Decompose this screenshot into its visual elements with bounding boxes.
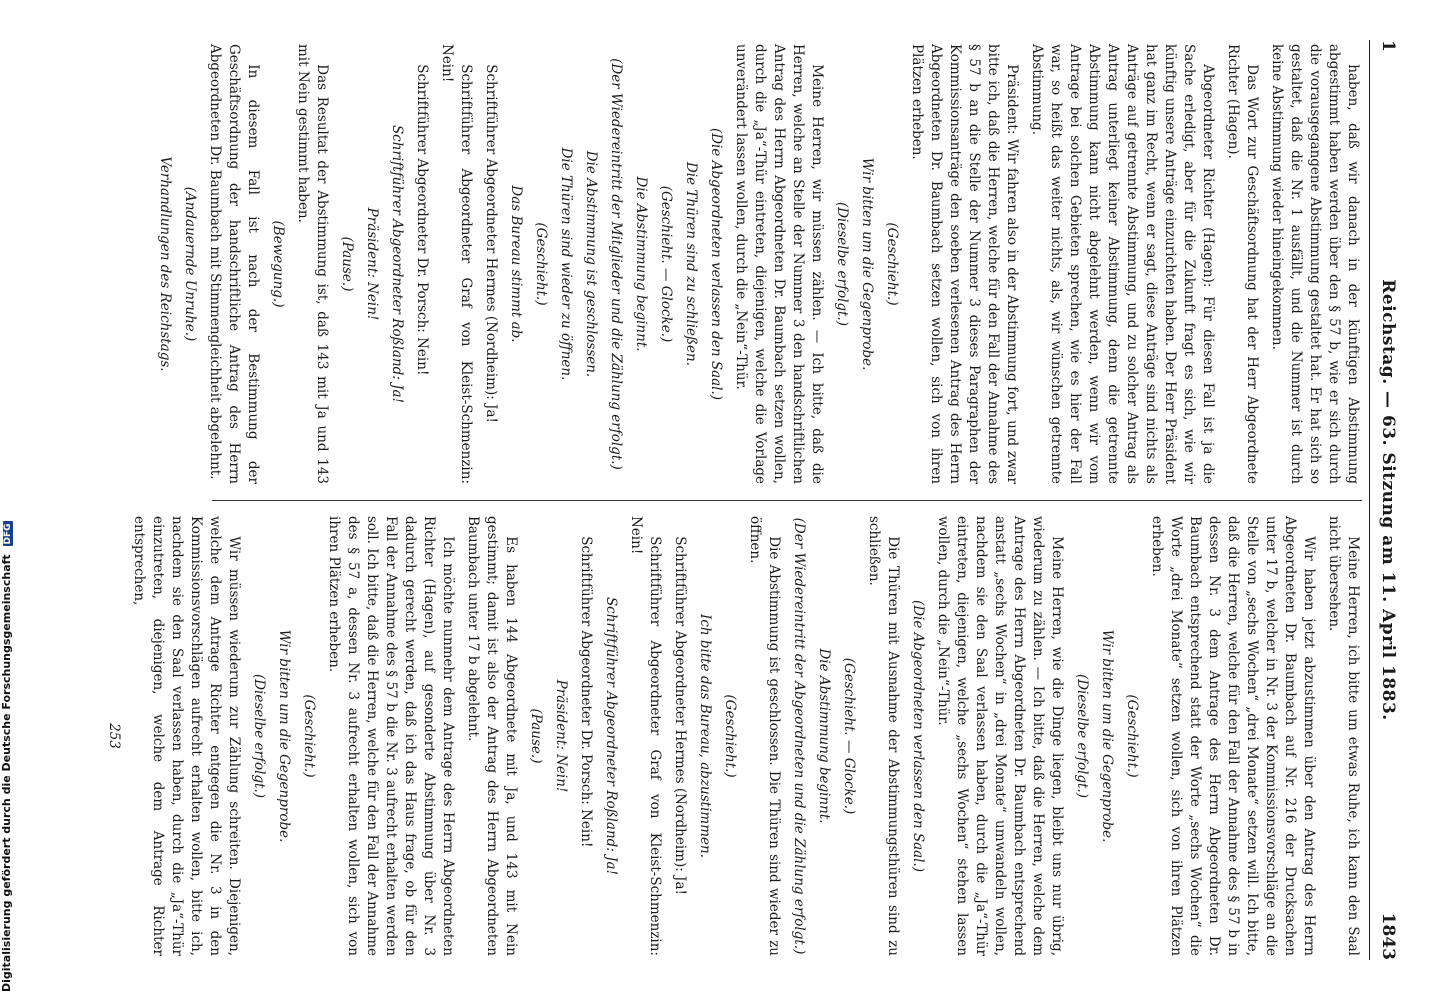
left-paragraph: (Dieselbe erfolgt.): [834, 201, 850, 327]
right-paragraph: Die Abstimmung beginnt.: [816, 648, 832, 824]
left-paragraph: Wir bitten um die Gegenprobe.: [859, 157, 875, 371]
right-paragraph: Die Abstimmung ist geschlossen. Die Thüren sind wieder zu öffnen.: [747, 516, 782, 956]
left-paragraph: Präsident: Wir fahren also in der Abstimmung fort, und zwar bitte ich, daß die Herren, welche für den Fall der Annahme des § 57 b an die Stelle der Nummer 3 dieses Paragraphen der Kommissionsanträge den soeben verlesenen Antrag des Herrn Abgeordneten Dr. Baumbach setzen wollen, sich von ihren Plätzen erheben.: [909, 44, 1020, 484]
left-paragraph: (Andauernde Unruhe.): [182, 186, 198, 342]
left-paragraph: Abgeordneter Richter (Hagen): Für diesen Fall ist ja die Sache erledigt, aber für die Zukunft fragt es sich, wie wir künftig unsere Anträge einzurichten haben. Der Herr Präsident hat ganz im Recht, wenn er sagt, diese Anträge sind nichts als Anträge auf getrennte Abstimmung, und zu solcher Antrag als Antrag unterliegt keiner Abstimmung, denn die getrennte Abstimmung kann nicht abgelehnt werden, wenn wir vom Antrage bei solchen Gebieten sprechen, wie es hier der Fall war, so heißt das weiter nichts, als, wir wünschen getrennte Abstimmung.: [1029, 44, 1216, 484]
left-paragraph: Schriftführer Abgeordneter Dr. Porsch: Nein!: [414, 64, 430, 376]
right-paragraph: Es haben 144 Abgeordnete mit Ja, und 143 mit Nein gestimmt; damit ist also der Antrag des Herrn Abgeordneten Baumbach unter 17 b abgelehnt.: [465, 516, 519, 956]
left-paragraph: (Bewegung.): [270, 220, 286, 308]
left-paragraph: haben, daß wir danach in der künftigen Abstimmung abgestimmt haben werden über den § 57 b, wie er sich durch die vorausgegangene Abstimmung gestaltet hat. Er hat sich so gestaltet, daß die Nr. 1 ausfällt, und die Nummer ist durch keine Abstimmung wieder hineingekommen.: [1269, 44, 1361, 484]
left-paragraph: Schriftführer Abgeordneter Graf von Kleist-Schmenzin: Nein!: [439, 44, 474, 484]
left-paragraph: (Pause.): [339, 236, 355, 292]
right-paragraph: (Dieselbe erfolgt.): [1074, 673, 1090, 799]
right-paragraph: Präsident: Nein!: [553, 679, 569, 793]
right-paragraph: Die Thüren mit Ausnahme der Abstimmungsthüren sind zu schließen.: [866, 516, 901, 956]
left-paragraph: Die Abstimmung beginnt.: [633, 176, 649, 352]
dfg-logo: DFG: [3, 523, 13, 545]
right-paragraph: (Geschieht.): [301, 694, 317, 778]
left-paragraph: Schriftführer Abgeordneter Hermes (Nordheim): Ja!: [483, 64, 499, 423]
left-column: [149, 44, 1362, 484]
right-paragraph: Schriftführer Abgeordneter Hermes (Nordheim): Ja!: [672, 536, 688, 895]
right-paragraph: (Der Wiedereintritt der Abgeordneten und die Zählung erfolgt.): [791, 517, 807, 955]
right-paragraph: Ich bitte das Bureau, abzustimmen.: [697, 613, 713, 858]
right-paragraph: (Die Abgeordneten verlassen den Saal.): [910, 599, 926, 873]
left-paragraph: (Geschieht.): [884, 222, 900, 306]
right-column: [98, 516, 1362, 956]
left-paragraph: (Geschieht.): [533, 222, 549, 306]
right-paragraph: Wir bitten um die Gegenprobe.: [276, 629, 292, 843]
left-paragraph: Das Wort zur Geschäftsordnung hat der Herr Abgeordnete Richter (Hagen).: [1225, 44, 1260, 484]
right-paragraph: Wir bitten um die Gegenprobe.: [1099, 629, 1115, 843]
left-paragraph: Die Abstimmung ist geschlossen.: [583, 150, 599, 378]
left-paragraph: Die Thüren sind zu schließen.: [683, 161, 699, 367]
left-paragraph: Meine Herren, wir müssen zählen. — Ich bitte, daß die Herren, welche an Stelle der Nummer 3 den handschriftlichen Antrag des Herrn Abgeordneten Dr. Baumbach setzen wollen, durch die „Ja“-Thür eintreten, diejenigen, welche die Vorlage unverändert lassen wollen, durch die „Nein“-Thür.: [733, 44, 825, 484]
right-paragraph: (Pause.): [528, 708, 544, 764]
right-paragraph: 253: [106, 723, 122, 749]
left-paragraph: (Geschieht. — Glocke.): [658, 185, 674, 343]
funding-note: [0, 521, 13, 992]
right-paragraph: Wir müssen wiederum zur Zählung schreiten. Diejenigen, welche dem Antrage Richter entgegen die Nr. 3 in den Kommissionsvorschlägen aufrecht erhalten wollen, bitte ich, nachdem sie den Saal verlassen haben, durch die „Ja“-Thür einzutreten, diejenigen, welche dem Antrage Richter entsprechen,: [131, 516, 242, 956]
page-number: 1843: [1378, 912, 1398, 960]
right-paragraph: Schriftführer Abgeordneter Roßland: Ja!: [603, 596, 619, 876]
left-paragraph: Präsident: Nein!: [364, 207, 380, 321]
column-divider: [212, 500, 1362, 501]
left-paragraph: In diesem Fall ist nach der Bestimmung der Geschäftsordnung der handschriftliche Antrag des Herrn Abgeordneten Dr. Baumbach mit Stimmengleichheit abgelehnt.: [207, 44, 261, 484]
right-paragraph: Schriftführer Abgeordneter Graf von Kleist-Schmenzin: Nein!: [628, 516, 663, 956]
page-title: Reichstag. — 63. Sitzung am 11. April 1883.: [1378, 279, 1398, 721]
right-paragraph: (Dieselbe erfolgt.): [251, 673, 267, 799]
right-paragraph: Schriftführer Abgeordneter Dr. Porsch: Nein!: [578, 536, 594, 848]
right-paragraph: (Geschieht.): [1124, 694, 1140, 778]
left-paragraph: Das Bureau stimmt ab.: [508, 185, 524, 343]
left-paragraph: Schriftführer Abgeordneter Roßland: Ja!: [389, 124, 405, 404]
right-paragraph: Meine Herren, wie die Dinge liegen, bleibt uns nur übrig, wiederum zu zählen. — Ich bitte, daß die Herren, welche dem Antrage des Herrn Abgeordneten Dr. Baumbach entsprechend anstatt „sechs Wochen“ in „drei Monate“ umwandeln wollen, nachdem sie den Saal verlassen haben, durch die „Ja“-Thür eintreten, diejenigen, welche „sechs Wochen“ stehen lassen wollen, durch die „Nein“-Thür.: [935, 516, 1065, 956]
right-paragraph: Wir haben jetzt abzustimmen über den Antrag des Herrn Abgeordneten Dr. Baumbach auf Nr. 216 der Drucksachen unter 17 b, welcher in Nr. 3 der Kommissionsvorschläge an die Stelle von „sechs Wochen“ „drei Monate“ setzen will. Ich bitte, daß die Herren, welche für den Fall der Annahme des § 57 b in dessen Nr. 3 dem Antrage des Herrn Abgeordneten Dr. Baumbach entsprechend statt der Worte „sechs Wochen“ die Worte „drei Monate“ setzen wollen, sich von ihren Plätzen erheben.: [1149, 516, 1317, 956]
right-paragraph: (Geschieht. — Glocke.): [841, 657, 857, 815]
left-paragraph: Die Thüren sind wieder zu öffnen.: [558, 147, 574, 381]
digitization-sidebar: [0, 0, 30, 1000]
left-paragraph: (Der Wiedereintritt der Mitglieder und die Zählung erfolgt.): [608, 58, 624, 470]
right-paragraph: Meine Herren, ich bitte um etwas Ruhe, ich kann den Saal nicht übersehen.: [1326, 516, 1361, 956]
left-number: 1: [1378, 40, 1398, 52]
left-paragraph: Verhandlungen des Reichstags.: [157, 156, 173, 372]
right-paragraph: Ich möchte nunmehr dem Antrage des Herrn Abgeordneten Richter (Hagen), auf gesonderte Abstimmung über Nr. 3 dadurch gerecht werden, daß ich das Haus frage, ob für den Fall der Annahme des § 57 b die Nr. 3 aufrecht erhalten werden soll. Ich bitte, daß die Herren, welche für den Fall der Annahme des § 57 a, dessen Nr. 3 aufrecht erhalten wollen, sich von ihren Plätzen erheben.: [326, 516, 456, 956]
left-paragraph: (Die Abgeordneten verlassen den Saal.): [708, 127, 724, 401]
left-paragraph: Das Resultat der Abstimmung ist, daß 143 mit Ja und 143 mit Nein gestimmt haben.: [295, 44, 330, 484]
page-header: [1376, 40, 1398, 960]
header-rule: [1369, 40, 1370, 960]
right-paragraph: (Geschieht.): [722, 694, 738, 778]
funding-note-text: Digitalisierung gefördert durch die Deutsche Forschungsgemeinschaft: [0, 554, 13, 992]
